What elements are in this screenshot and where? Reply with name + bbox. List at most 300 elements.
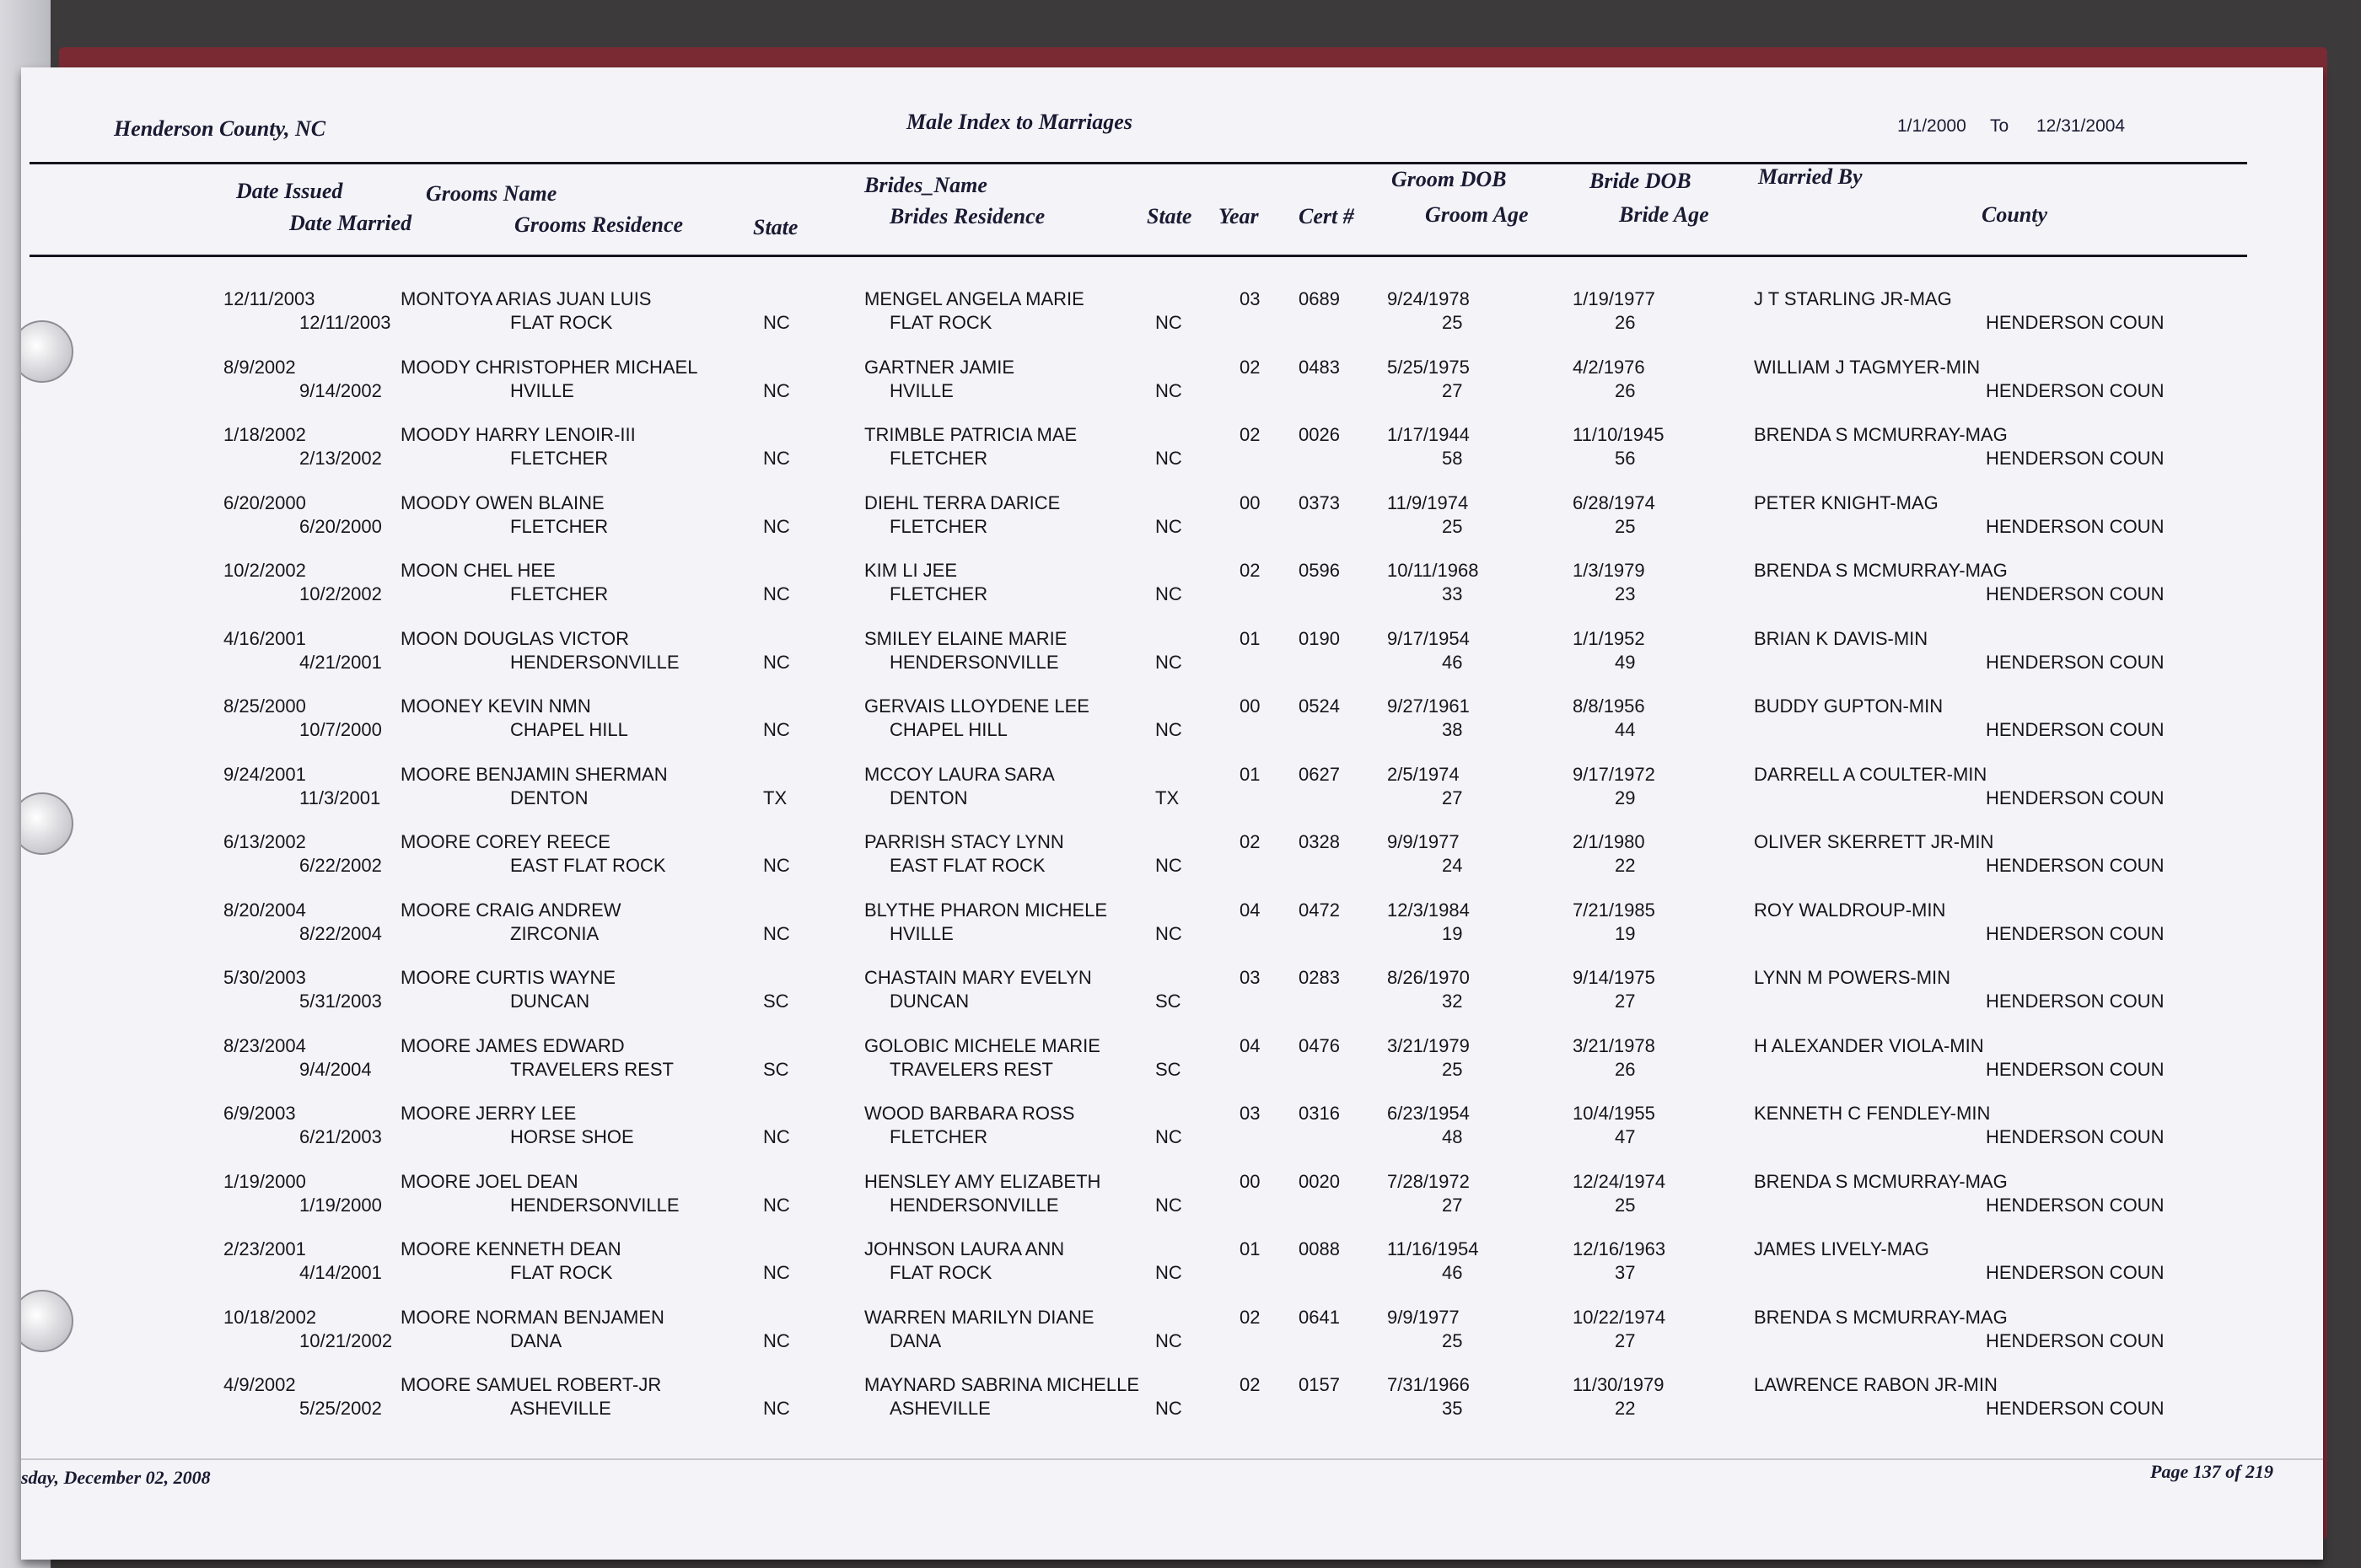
groom-dob: 2/5/1974 <box>1387 763 1460 785</box>
groom-dob: 9/9/1977 <box>1387 1306 1460 1328</box>
bride-state: NC <box>1155 1194 1182 1216</box>
groom-state: NC <box>763 448 790 469</box>
groom-dob: 12/3/1984 <box>1387 899 1470 921</box>
grooms-residence: TRAVELERS REST <box>510 1058 674 1080</box>
date-issued: 10/18/2002 <box>223 1306 317 1328</box>
bride-dob: 7/21/1985 <box>1573 899 1655 921</box>
year: 04 <box>1240 1034 1261 1056</box>
grooms-name: MOON DOUGLAS VICTOR <box>401 627 629 649</box>
bride-age: 29 <box>1615 787 1636 808</box>
groom-age: 46 <box>1442 651 1463 673</box>
bride-age: 19 <box>1615 922 1636 944</box>
year: 02 <box>1240 424 1261 445</box>
bride-age: 44 <box>1615 719 1636 740</box>
groom-age: 35 <box>1442 1398 1463 1419</box>
bride-state: NC <box>1155 1329 1182 1351</box>
bride-dob: 9/14/1975 <box>1573 967 1655 988</box>
year: 02 <box>1240 831 1261 852</box>
bride-age: 25 <box>1615 1194 1636 1216</box>
date-married: 6/20/2000 <box>299 515 382 537</box>
date-married: 12/11/2003 <box>299 312 391 333</box>
col-bride-age: Bride Age <box>1619 202 1709 227</box>
col-groom-age: Groom Age <box>1425 202 1529 227</box>
date-issued: 4/9/2002 <box>223 1374 296 1395</box>
col-year: Year <box>1218 204 1259 228</box>
bride-state: NC <box>1155 1262 1182 1283</box>
grooms-name: MOORE JOEL DEAN <box>401 1170 578 1192</box>
married-by: OLIVER SKERRETT JR-MIN <box>1754 831 1994 852</box>
groom-age: 27 <box>1442 787 1463 808</box>
col-brides-residence: Brides Residence <box>890 204 1046 228</box>
married-by: BUDDY GUPTON-MIN <box>1754 695 1944 717</box>
county: HENDERSON COUN <box>1986 719 2165 740</box>
brides-name: GOLOBIC MICHELE MARIE <box>864 1034 1100 1056</box>
table-row <box>21 764 2323 831</box>
year: 03 <box>1240 288 1261 309</box>
date-married: 6/22/2002 <box>299 855 382 876</box>
cert-number: 0524 <box>1299 695 1340 717</box>
date-issued: 8/23/2004 <box>223 1034 306 1056</box>
bride-age: 56 <box>1615 448 1636 469</box>
date-married: 6/21/2003 <box>299 1126 382 1147</box>
col-groom-state: State <box>753 215 799 239</box>
groom-age: 25 <box>1442 515 1463 537</box>
bride-dob: 12/16/1963 <box>1573 1238 1666 1259</box>
grooms-residence: FLETCHER <box>510 448 609 469</box>
brides-residence: DANA <box>890 1329 942 1351</box>
grooms-name: MOORE CURTIS WAYNE <box>401 967 616 988</box>
grooms-name: MOONEY KEVIN NMN <box>401 695 591 717</box>
table-row <box>21 492 2323 560</box>
cert-number: 0088 <box>1299 1238 1340 1259</box>
brides-name: WOOD BARBARA ROSS <box>864 1103 1075 1124</box>
date-married: 10/2/2002 <box>299 583 382 604</box>
groom-state: NC <box>763 583 790 604</box>
brides-residence: FLAT ROCK <box>890 312 992 333</box>
brides-name: KIM LI JEE <box>864 560 958 581</box>
groom-age: 25 <box>1442 1329 1463 1351</box>
married-by: BRENDA S MCMURRAY-MAG <box>1754 1306 2008 1328</box>
county: HENDERSON COUN <box>1986 922 2165 944</box>
groom-dob: 11/16/1954 <box>1387 1238 1479 1259</box>
year: 02 <box>1240 560 1261 581</box>
bride-state: SC <box>1155 1058 1181 1080</box>
bride-state: NC <box>1155 583 1182 604</box>
grooms-residence: FLETCHER <box>510 515 609 537</box>
brides-residence: ASHEVILLE <box>890 1398 991 1419</box>
table-row <box>21 899 2323 967</box>
brides-residence: FLETCHER <box>890 515 988 537</box>
grooms-name: MOODY OWEN BLAINE <box>401 491 605 513</box>
married-by: JAMES LIVELY-MAG <box>1754 1238 1929 1259</box>
year: 02 <box>1240 356 1261 378</box>
brides-name: DIEHL TERRA DARICE <box>864 491 1061 513</box>
table-row <box>21 424 2323 491</box>
col-brides-name: Brides_Name <box>864 173 987 197</box>
bride-age: 26 <box>1615 379 1636 401</box>
grooms-name: MOODY HARRY LENOIR-III <box>401 424 636 445</box>
groom-state: NC <box>763 651 790 673</box>
grooms-name: MOORE KENNETH DEAN <box>401 1238 621 1259</box>
date-issued: 2/23/2001 <box>223 1238 306 1259</box>
cert-number: 0316 <box>1299 1103 1340 1124</box>
brides-name: MENGEL ANGELA MARIE <box>864 288 1084 309</box>
married-by: BRENDA S MCMURRAY-MAG <box>1754 424 2008 445</box>
brides-name: SMILEY ELAINE MARIE <box>864 627 1068 649</box>
date-married: 5/25/2002 <box>299 1398 382 1419</box>
county: HENDERSON COUN <box>1986 583 2165 604</box>
brides-residence: CHAPEL HILL <box>890 719 1008 740</box>
grooms-name: MOORE BENJAMIN SHERMAN <box>401 763 668 785</box>
groom-state: NC <box>763 1398 790 1419</box>
page-footer-rule <box>21 1458 2323 1460</box>
brides-residence: FLETCHER <box>890 448 988 469</box>
table-row <box>21 628 2323 695</box>
year: 00 <box>1240 695 1261 717</box>
county: HENDERSON COUN <box>1986 448 2165 469</box>
grooms-name: MOODY CHRISTOPHER MICHAEL <box>401 356 698 378</box>
groom-state: SC <box>763 991 789 1012</box>
groom-dob: 6/23/1954 <box>1387 1103 1470 1124</box>
bride-dob: 8/8/1956 <box>1573 695 1645 717</box>
groom-age: 32 <box>1442 991 1463 1012</box>
groom-age: 27 <box>1442 379 1463 401</box>
table-row <box>21 1035 2323 1103</box>
brides-residence: EAST FLAT ROCK <box>890 855 1046 876</box>
table-row <box>21 695 2323 763</box>
year: 01 <box>1240 1238 1261 1259</box>
brides-name: BLYTHE PHARON MICHELE <box>864 899 1108 921</box>
table-row <box>21 1307 2323 1374</box>
report-title: Male Index to Marriages <box>906 110 1132 134</box>
grooms-residence: FLAT ROCK <box>510 1262 613 1283</box>
groom-dob: 9/17/1954 <box>1387 627 1470 649</box>
brides-name: GARTNER JAMIE <box>864 356 1015 378</box>
grooms-residence: HVILLE <box>510 379 574 401</box>
grooms-name: MOORE SAMUEL ROBERT-JR <box>401 1374 662 1395</box>
county: HENDERSON COUN <box>1986 1329 2165 1351</box>
col-married-by: Married By <box>1758 164 1863 189</box>
date-issued: 6/20/2000 <box>223 491 306 513</box>
brides-name: HENSLEY AMY ELIZABETH <box>864 1170 1101 1192</box>
brides-name: JOHNSON LAURA ANN <box>864 1238 1065 1259</box>
date-issued: 12/11/2003 <box>223 288 315 309</box>
groom-age: 24 <box>1442 855 1463 876</box>
brides-name: MCCOY LAURA SARA <box>864 763 1055 785</box>
grooms-residence: HORSE SHOE <box>510 1126 634 1147</box>
groom-state: NC <box>763 1329 790 1351</box>
date-issued: 8/9/2002 <box>223 356 296 378</box>
bride-state: NC <box>1155 719 1182 740</box>
bride-state: SC <box>1155 991 1181 1012</box>
married-by: H ALEXANDER VIOLA-MIN <box>1754 1034 1984 1056</box>
date-issued: 5/30/2003 <box>223 967 306 988</box>
date-married: 5/31/2003 <box>299 991 382 1012</box>
date-range-start: 1/1/2000 <box>1897 116 1966 136</box>
brides-residence: FLETCHER <box>890 1126 988 1147</box>
bride-state: NC <box>1155 651 1182 673</box>
bride-dob: 3/21/1978 <box>1573 1034 1655 1056</box>
grooms-residence: EAST FLAT ROCK <box>510 855 666 876</box>
bride-age: 27 <box>1615 991 1636 1012</box>
married-by: PETER KNIGHT-MAG <box>1754 491 1939 513</box>
brides-residence: FLAT ROCK <box>890 1262 992 1283</box>
col-bride-dob: Bride DOB <box>1589 169 1691 193</box>
year: 04 <box>1240 899 1261 921</box>
groom-age: 58 <box>1442 448 1463 469</box>
date-married: 2/13/2002 <box>299 448 382 469</box>
groom-age: 38 <box>1442 719 1463 740</box>
cert-number: 0476 <box>1299 1034 1340 1056</box>
grooms-name: MOORE CRAIG ANDREW <box>401 899 621 921</box>
groom-state: NC <box>763 855 790 876</box>
groom-state: TX <box>763 787 788 808</box>
year: 03 <box>1240 1103 1261 1124</box>
county: HENDERSON COUN <box>1986 787 2165 808</box>
year: 00 <box>1240 1170 1261 1192</box>
table-row <box>21 1103 2323 1170</box>
col-date-married: Date Married <box>289 211 412 235</box>
bride-dob: 9/17/1972 <box>1573 763 1655 785</box>
table-row <box>21 560 2323 627</box>
year: 02 <box>1240 1306 1261 1328</box>
groom-state: NC <box>763 1262 790 1283</box>
brides-name: TRIMBLE PATRICIA MAE <box>864 424 1078 445</box>
table-row <box>21 288 2323 356</box>
married-by: DARRELL A COULTER-MIN <box>1754 763 1987 785</box>
date-issued: 8/20/2004 <box>223 899 306 921</box>
date-married: 9/14/2002 <box>299 379 382 401</box>
bride-dob: 10/4/1955 <box>1573 1103 1655 1124</box>
brides-name: PARRISH STACY LYNN <box>864 831 1064 852</box>
col-cert: Cert # <box>1299 204 1354 228</box>
county: HENDERSON COUN <box>1986 1194 2165 1216</box>
date-issued: 4/16/2001 <box>223 627 306 649</box>
brides-residence: HVILLE <box>890 379 954 401</box>
col-grooms-residence: Grooms Residence <box>514 212 684 237</box>
cert-number: 0026 <box>1299 424 1340 445</box>
county: HENDERSON COUN <box>1986 379 2165 401</box>
col-groom-dob: Groom DOB <box>1391 167 1507 191</box>
groom-state: NC <box>763 1126 790 1147</box>
groom-dob: 7/31/1966 <box>1387 1374 1470 1395</box>
date-married: 8/22/2004 <box>299 922 382 944</box>
brides-name: GERVAIS LLOYDENE LEE <box>864 695 1089 717</box>
groom-dob: 10/11/1968 <box>1387 560 1479 581</box>
table-row <box>21 1374 2323 1442</box>
cert-number: 0020 <box>1299 1170 1340 1192</box>
grooms-name: MOON CHEL HEE <box>401 560 556 581</box>
bride-dob: 1/19/1977 <box>1573 288 1655 309</box>
date-married: 11/3/2001 <box>299 787 381 808</box>
bride-age: 27 <box>1615 1329 1636 1351</box>
groom-state: SC <box>763 1058 789 1080</box>
brides-residence: DENTON <box>890 787 968 808</box>
grooms-name: MOORE JAMES EDWARD <box>401 1034 625 1056</box>
grooms-residence: HENDERSONVILLE <box>510 651 680 673</box>
groom-dob: 7/28/1972 <box>1387 1170 1470 1192</box>
married-by: BRENDA S MCMURRAY-MAG <box>1754 560 2008 581</box>
county-name: Henderson County, NC <box>114 116 326 141</box>
bride-dob: 11/10/1945 <box>1573 424 1665 445</box>
bride-age: 26 <box>1615 312 1636 333</box>
brides-residence: FLETCHER <box>890 583 988 604</box>
brides-residence: HVILLE <box>890 922 954 944</box>
married-by: LAWRENCE RABON JR-MIN <box>1754 1374 1998 1395</box>
date-issued: 8/25/2000 <box>223 695 306 717</box>
date-married: 4/21/2001 <box>299 651 382 673</box>
groom-dob: 9/24/1978 <box>1387 288 1470 309</box>
grooms-name: MONTOYA ARIAS JUAN LUIS <box>401 288 652 309</box>
groom-age: 33 <box>1442 583 1463 604</box>
county: HENDERSON COUN <box>1986 515 2165 537</box>
brides-residence: HENDERSONVILLE <box>890 651 1059 673</box>
date-married: 1/19/2000 <box>299 1194 382 1216</box>
bride-dob: 11/30/1979 <box>1573 1374 1665 1395</box>
col-grooms-name: Grooms Name <box>426 181 557 206</box>
married-by: BRENDA S MCMURRAY-MAG <box>1754 1170 2008 1192</box>
year: 01 <box>1240 763 1261 785</box>
groom-age: 46 <box>1442 1262 1463 1283</box>
cert-number: 0283 <box>1299 967 1340 988</box>
groom-state: NC <box>763 922 790 944</box>
groom-age: 19 <box>1442 922 1463 944</box>
table-row <box>21 1238 2323 1306</box>
groom-age: 25 <box>1442 312 1463 333</box>
married-by: KENNETH C FENDLEY-MIN <box>1754 1103 1991 1124</box>
year: 01 <box>1240 627 1261 649</box>
grooms-residence: ZIRCONIA <box>510 922 600 944</box>
bride-state: NC <box>1155 1126 1182 1147</box>
cert-number: 0190 <box>1299 627 1340 649</box>
bride-dob: 1/1/1952 <box>1573 627 1645 649</box>
date-married: 10/21/2002 <box>299 1329 393 1351</box>
groom-state: NC <box>763 719 790 740</box>
county: HENDERSON COUN <box>1986 1058 2165 1080</box>
grooms-residence: FLETCHER <box>510 583 609 604</box>
cert-number: 0483 <box>1299 356 1340 378</box>
bride-state: TX <box>1155 787 1180 808</box>
grooms-name: MOORE NORMAN BENJAMEN <box>401 1306 664 1328</box>
county: HENDERSON COUN <box>1986 1262 2165 1283</box>
date-issued: 10/2/2002 <box>223 560 306 581</box>
bride-state: NC <box>1155 1398 1182 1419</box>
brides-residence: DUNCAN <box>890 991 970 1012</box>
grooms-residence: CHAPEL HILL <box>510 719 628 740</box>
bride-age: 25 <box>1615 515 1636 537</box>
groom-state: NC <box>763 515 790 537</box>
married-by: J T STARLING JR-MAG <box>1754 288 1952 309</box>
grooms-residence: FLAT ROCK <box>510 312 613 333</box>
grooms-name: MOORE JERRY LEE <box>401 1103 577 1124</box>
date-married: 10/7/2000 <box>299 719 382 740</box>
grooms-residence: DUNCAN <box>510 991 590 1012</box>
bride-age: 49 <box>1615 651 1636 673</box>
married-by: WILLIAM J TAGMYER-MIN <box>1754 356 1981 378</box>
bride-state: NC <box>1155 448 1182 469</box>
bride-age: 23 <box>1615 583 1636 604</box>
col-bride-state: State <box>1147 204 1192 228</box>
date-issued: 1/18/2002 <box>223 424 306 445</box>
county: HENDERSON COUN <box>1986 991 2165 1012</box>
county: HENDERSON COUN <box>1986 855 2165 876</box>
bride-age: 22 <box>1615 1398 1636 1419</box>
grooms-residence: HENDERSONVILLE <box>510 1194 680 1216</box>
date-issued: 6/9/2003 <box>223 1103 296 1124</box>
year: 02 <box>1240 1374 1261 1395</box>
brides-residence: HENDERSONVILLE <box>890 1194 1059 1216</box>
records-table <box>21 67 2323 1560</box>
date-issued: 6/13/2002 <box>223 831 306 852</box>
date-issued: 1/19/2000 <box>223 1170 306 1192</box>
groom-dob: 8/26/1970 <box>1387 967 1470 988</box>
bride-dob: 10/22/1974 <box>1573 1306 1666 1328</box>
grooms-name: MOORE COREY REECE <box>401 831 610 852</box>
year: 00 <box>1240 491 1261 513</box>
grooms-residence: DANA <box>510 1329 562 1351</box>
groom-dob: 9/27/1961 <box>1387 695 1470 717</box>
table-row <box>21 831 2323 899</box>
brides-name: CHASTAIN MARY EVELYN <box>864 967 1092 988</box>
print-date: sday, December 02, 2008 <box>21 1467 211 1488</box>
bride-dob: 12/24/1974 <box>1573 1170 1666 1192</box>
cert-number: 0472 <box>1299 899 1340 921</box>
groom-state: NC <box>763 379 790 401</box>
bride-age: 37 <box>1615 1262 1636 1283</box>
groom-dob: 11/9/1974 <box>1387 491 1469 513</box>
document-page <box>21 67 2323 1560</box>
grooms-residence: DENTON <box>510 787 589 808</box>
bride-state: NC <box>1155 922 1182 944</box>
married-by: LYNN M POWERS-MIN <box>1754 967 1951 988</box>
bride-dob: 2/1/1980 <box>1573 831 1645 852</box>
date-range-to-label: To <box>1990 116 2009 136</box>
married-by: ROY WALDROUP-MIN <box>1754 899 1946 921</box>
cert-number: 0373 <box>1299 491 1340 513</box>
cert-number: 0596 <box>1299 560 1340 581</box>
bride-dob: 6/28/1974 <box>1573 491 1655 513</box>
groom-dob: 3/21/1979 <box>1387 1034 1470 1056</box>
county: HENDERSON COUN <box>1986 1398 2165 1419</box>
cert-number: 0641 <box>1299 1306 1340 1328</box>
bride-age: 22 <box>1615 855 1636 876</box>
date-range-end: 12/31/2004 <box>2036 116 2126 136</box>
cert-number: 0157 <box>1299 1374 1340 1395</box>
groom-dob: 1/17/1944 <box>1387 424 1470 445</box>
bride-age: 47 <box>1615 1126 1636 1147</box>
date-issued: 9/24/2001 <box>223 763 306 785</box>
groom-dob: 9/9/1977 <box>1387 831 1460 852</box>
brides-name: MAYNARD SABRINA MICHELLE <box>864 1374 1140 1395</box>
bride-state: NC <box>1155 379 1182 401</box>
table-row <box>21 1171 2323 1238</box>
date-married: 4/14/2001 <box>299 1262 382 1283</box>
county: HENDERSON COUN <box>1986 1126 2165 1147</box>
cert-number: 0328 <box>1299 831 1340 852</box>
groom-dob: 5/25/1975 <box>1387 356 1470 378</box>
groom-state: NC <box>763 1194 790 1216</box>
brides-name: WARREN MARILYN DIANE <box>864 1306 1094 1328</box>
year: 03 <box>1240 967 1261 988</box>
table-row <box>21 357 2323 424</box>
bride-state: NC <box>1155 515 1182 537</box>
groom-age: 48 <box>1442 1126 1463 1147</box>
col-county: County <box>1982 202 2048 227</box>
bride-dob: 1/3/1979 <box>1573 560 1645 581</box>
date-married: 9/4/2004 <box>299 1058 372 1080</box>
bride-age: 26 <box>1615 1058 1636 1080</box>
county: HENDERSON COUN <box>1986 651 2165 673</box>
